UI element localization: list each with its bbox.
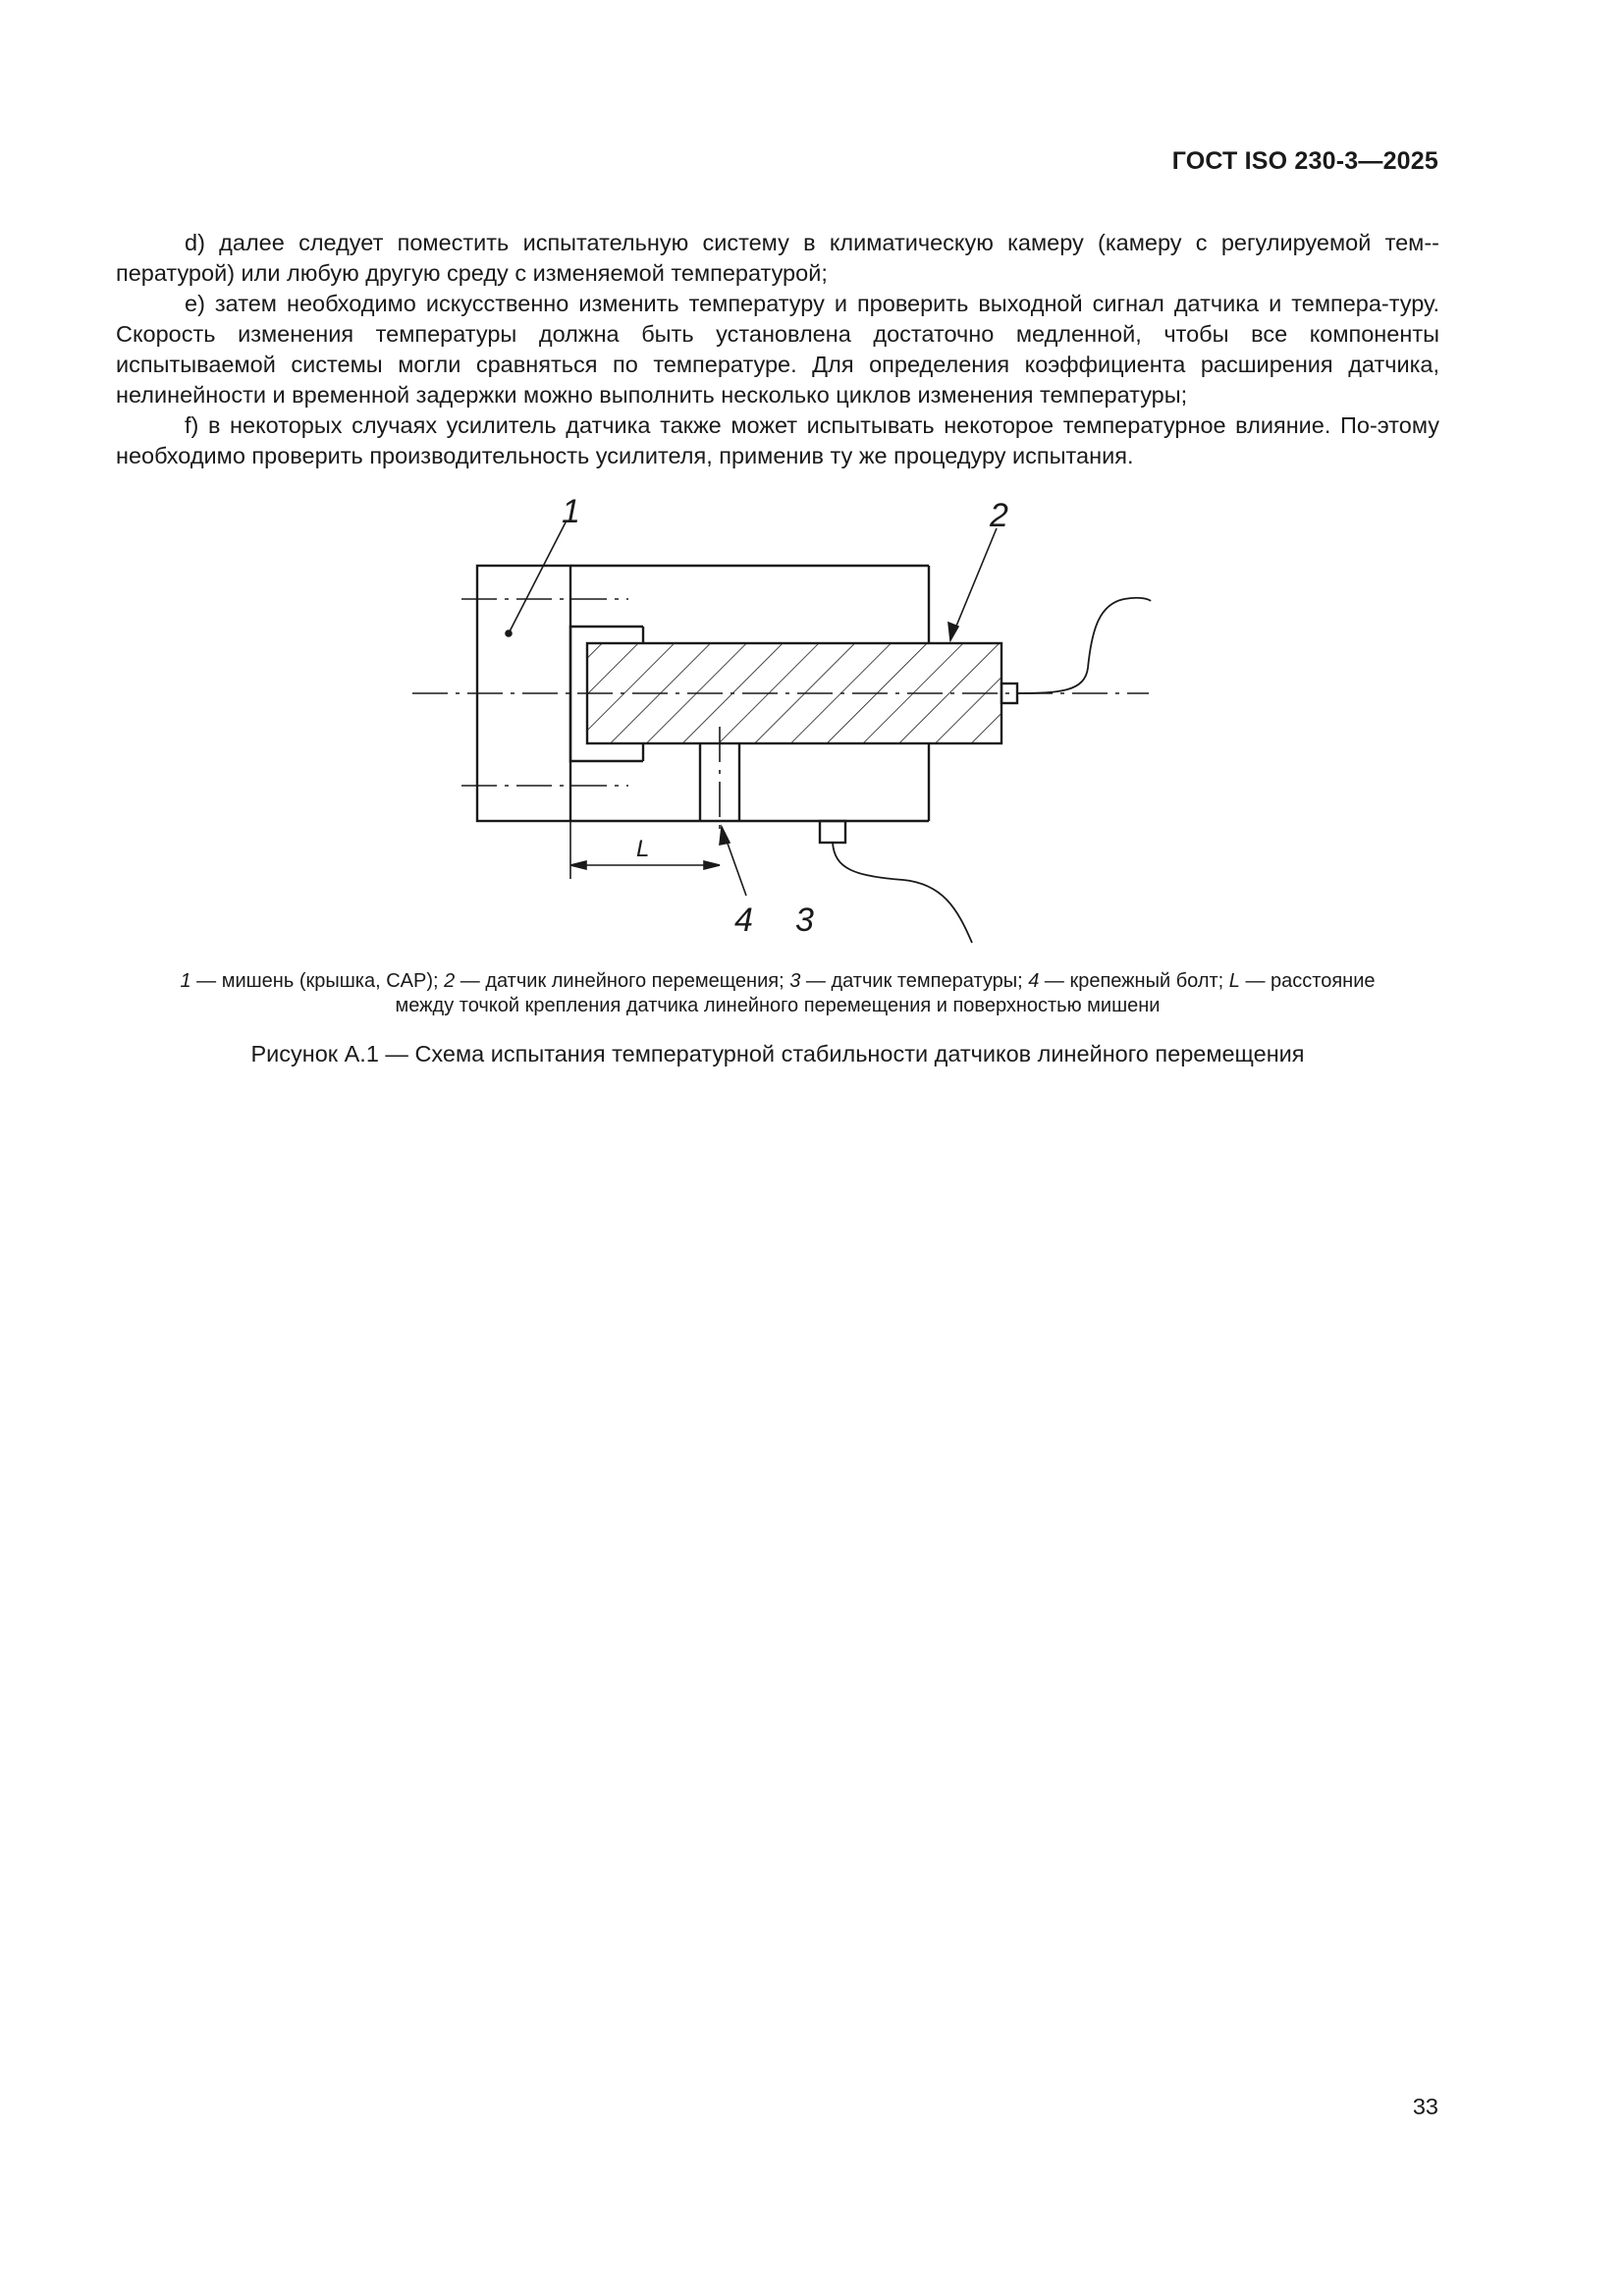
leader-2 [950, 528, 997, 640]
legend-text-1: — мишень (крышка, CAP); [190, 970, 445, 992]
label-1: 1 [562, 493, 580, 530]
label-2: 2 [990, 497, 1008, 534]
sensor-cable [1017, 598, 1151, 693]
legend-key-2: 2 [444, 970, 456, 992]
body-text [116, 228, 1439, 471]
temperature-sensor [820, 821, 845, 843]
legend-key-3: 3 [789, 970, 801, 992]
legend-text-4: — крепежный болт; [1039, 970, 1229, 992]
document-code: ГОСТ ISO 230-3—2025 [1171, 147, 1438, 175]
temp-sensor-cable [833, 843, 972, 943]
legend-text-l: — расстояние [1239, 970, 1376, 992]
figure-legend [116, 969, 1439, 1018]
legend-text-3: — датчик температуры; [800, 970, 1029, 992]
page-number: 33 [1412, 2094, 1438, 2119]
leader-1 [509, 520, 567, 633]
paragraph-f: f) в некоторых случаях усилитель датчика также может испытывать некоторое температурное влияние. По-этому необходимо проверить производительность усилителя, применив ту же процедуру испытания. [116, 412, 1439, 468]
figure-title: Рисунок А.1 — Схема испытания температурной стабильности датчиков линейного перемещения [250, 1041, 1305, 1066]
paragraph-e: e) затем необходимо искусственно изменить температуру и проверить выходной сигнал датчика и темпера-туру. Скорость изменения температуры должна быть установлена достаточно медленной, чтобы все компоненты испытываемой системы могли сравняться по температуре. Для определения коэффициента расширения датчика, нелинейности и временной задержки можно выполнить несколько циклов изменения температуры; [116, 291, 1439, 408]
label-3: 3 [795, 902, 814, 939]
label-dim-l: L [636, 836, 650, 862]
legend-key-1: 1 [180, 970, 191, 992]
label-4: 4 [734, 902, 753, 939]
legend-line-2: между точкой крепления датчика линейного перемещения и поверхностью мишени [395, 995, 1161, 1016]
legend-key-l: L [1228, 970, 1240, 992]
legend-line-1 [116, 969, 1439, 994]
legend-text-2: — датчик линейного перемещения; [455, 970, 790, 992]
test-setup-diagram [393, 491, 1178, 962]
paragraph-d: d) далее следует поместить испытательную систему в климатическую камеру (камеру с регулируемой тем-пературой) или любую другую среду с изменяемой температурой; [116, 230, 1439, 286]
legend-key-4: 4 [1028, 970, 1040, 992]
